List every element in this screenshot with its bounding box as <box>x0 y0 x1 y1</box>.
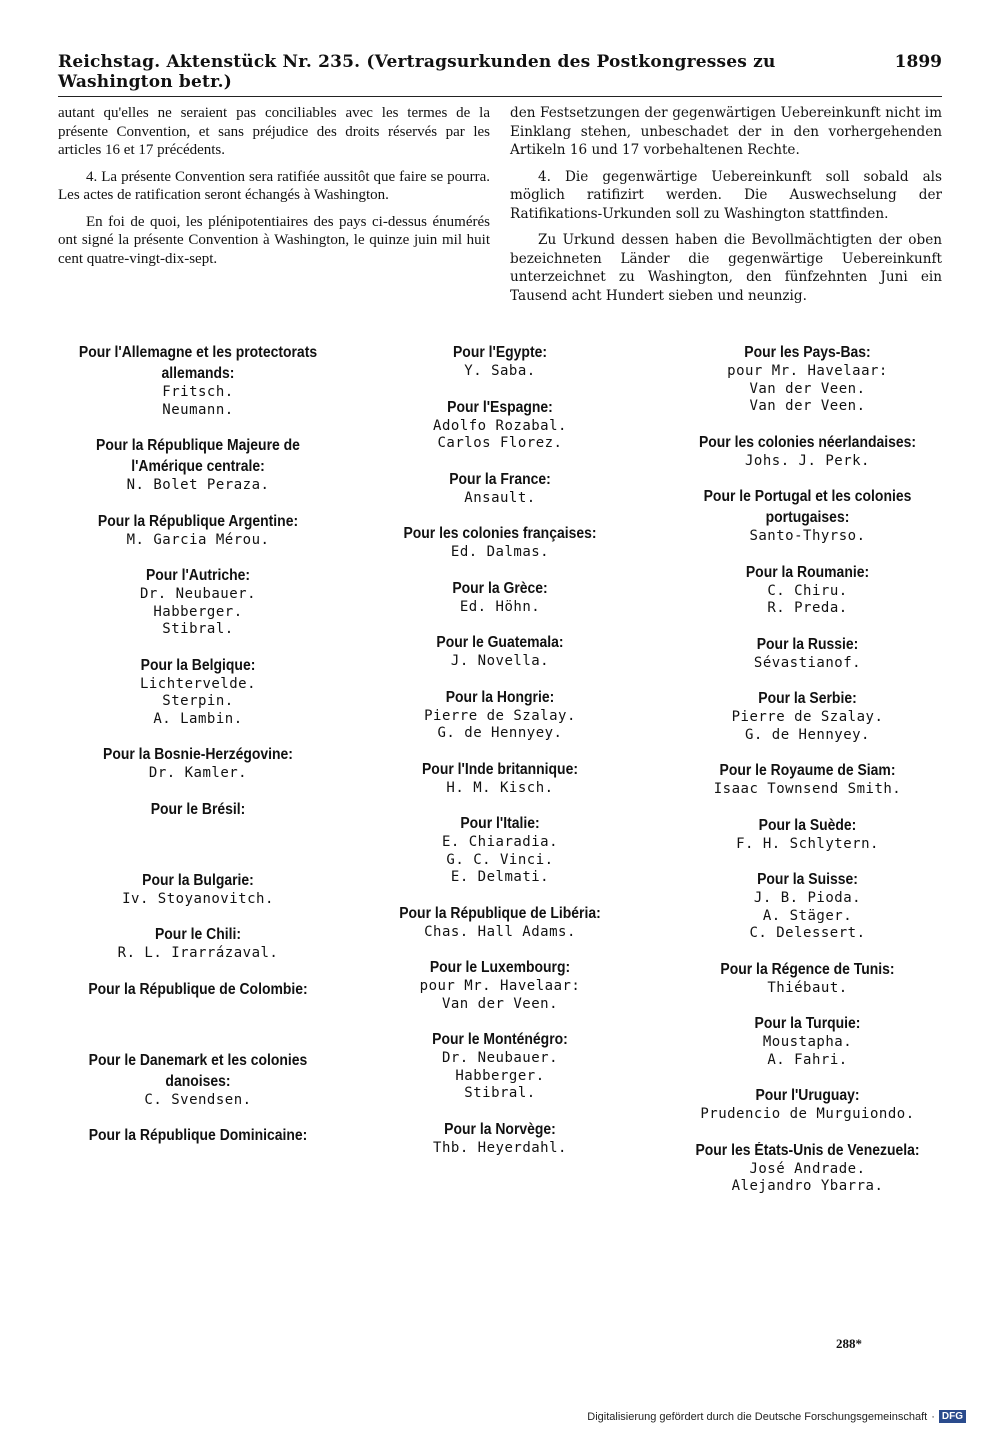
country-heading: Pour le Monténégro: <box>432 1031 568 1048</box>
signatory-name: Isaac Townsend Smith. <box>713 781 902 797</box>
signatory-name: N. Bolet Peraza. <box>126 477 270 493</box>
signatory-name: Neumann. <box>162 401 234 418</box>
signatory-name: A. Stäger. <box>762 907 853 924</box>
country-heading: Pour la Bulgarie: <box>142 871 254 889</box>
signature-block <box>665 432 950 471</box>
signatory-name: R. Preda. <box>767 600 848 616</box>
country-heading: Pour la Russie: <box>756 635 859 653</box>
signatory-name: Ed. Höhn. <box>459 598 541 615</box>
signature-column-2 <box>360 342 640 1173</box>
signature-block <box>665 760 950 799</box>
signatory-name: Pierre de Szalay. <box>731 709 884 725</box>
intro-de-paragraph: Zu Urkund dessen haben die Bevollmächtigten der oben bezeichneten Länder die gegenwärtige Uebereinkunft unterzeichnet zu Washington, den fünfzehnten Juni ein Tausend acht Hundert sieben und neunzig. <box>510 232 942 304</box>
signatory-name: Stibral. <box>162 621 234 637</box>
signatory-name: Van der Veen. <box>441 995 559 1012</box>
country-heading: Pour la République de Libéria: <box>399 904 601 922</box>
signature-block <box>665 959 950 998</box>
intro-german <box>510 104 942 313</box>
signature-block <box>360 578 640 617</box>
country-heading: Pour les colonies néerlandaises: <box>698 433 917 451</box>
signature-block <box>58 870 338 909</box>
signature-block <box>665 1085 950 1124</box>
country-heading: Pour la Régence de Tunis: <box>720 960 895 978</box>
signature-block <box>360 632 640 671</box>
signatory-name: Dr. Kamler. <box>148 765 248 781</box>
signatory-name: C. Chiru. <box>767 582 848 599</box>
signature-block <box>58 435 338 495</box>
country-heading: Pour la Norvège: <box>444 1120 556 1138</box>
signature-block <box>58 342 338 419</box>
country-heading: Pour les colonies françaises: <box>403 525 597 542</box>
country-heading: Pour le Royaume de Siam: <box>719 762 896 779</box>
signatory-name: M. Garcia Mérou. <box>126 531 270 548</box>
signatory-name: pour Mr. Havelaar: <box>727 363 888 379</box>
dfg-logo-icon: DFG <box>939 1410 966 1423</box>
signature-block <box>665 1140 950 1196</box>
signature-block <box>360 759 640 798</box>
signatory-name: Sterpin. <box>162 693 234 709</box>
country-heading: Pour la République Dominicaine: <box>88 1127 308 1144</box>
signature-block <box>360 397 640 453</box>
empty-signature-space <box>58 820 338 854</box>
signatory-name: Dr. Neubauer. <box>139 586 257 602</box>
signatory-name: Van der Veen. <box>749 380 866 397</box>
intro-fr-paragraph: autant qu'elles ne seraient pas conciliables avec les termes de la présente Convention, et sans préjudice des droits réservés par les articles 16 et 17 précédents. <box>58 105 490 158</box>
signature-block <box>360 813 640 887</box>
signature-block <box>58 744 338 783</box>
signatory-name: Iv. Stoyanovitch. <box>122 890 274 907</box>
intro-fr-paragraph: En foi de quoi, les plénipotentiaires des pays ci-dessus énumérés ont signé la présente Convention à Washington, le quinze juin mil huit cent quatre-vingt-dix-sept. <box>58 213 490 267</box>
country-heading: Pour l'Autriche: <box>145 567 251 584</box>
signature-block <box>360 687 640 743</box>
signature-block <box>58 924 338 963</box>
signatory-name: Sévastianof. <box>753 654 862 671</box>
country-heading: Pour la Belgique: <box>140 656 256 674</box>
intro-fr-paragraph: 4. La présente Convention sera ratifiée aussitôt que faire se pourra. Les actes de ratification seront échangés à Washington. <box>58 168 490 203</box>
signatory-name: José Andrade. <box>749 1160 866 1177</box>
country-heading: Pour la Hongrie: <box>445 688 555 706</box>
country-heading: Pour l'Espagne: <box>447 398 553 416</box>
footer-credit <box>587 1410 966 1423</box>
signature-block <box>360 469 640 508</box>
signatory-name: Adolfo Rozabal. <box>433 417 567 434</box>
country-heading: Pour la France: <box>449 470 551 488</box>
footer-separator: · <box>931 1410 935 1423</box>
signatory-name: J. Novella. <box>450 653 550 669</box>
signature-block <box>360 523 640 562</box>
country-heading: Pour la Serbie: <box>758 690 857 707</box>
signatory-name: Van der Veen. <box>749 398 866 414</box>
header-page-number: 1899 <box>894 52 942 72</box>
country-heading: Pour le Brésil: <box>150 800 246 818</box>
signatory-name: A. Lambin. <box>153 710 243 727</box>
signatory-name: Thb. Heyerdahl. <box>433 1139 567 1156</box>
country-heading: Pour la République de Colombie: <box>88 980 308 998</box>
signatory-name: Habberger. <box>153 603 243 620</box>
signature-block <box>58 1050 338 1110</box>
signature-block <box>665 562 950 618</box>
signatory-name: Dr. Neubauer. <box>441 1050 559 1066</box>
signature-block <box>360 342 640 381</box>
signatory-name: Ed. Dalmas. <box>450 544 550 560</box>
signatory-name: Moustapha. <box>762 1034 853 1050</box>
country-heading: Pour le Portugal et les colonies portugaises: <box>703 488 912 526</box>
signatory-name: Santo-Thyrso. <box>749 528 866 544</box>
country-heading: Pour la Turquie: <box>754 1015 861 1032</box>
signature-column-1 <box>58 342 338 1162</box>
signatory-name: C. Delessert. <box>749 925 866 941</box>
signatory-name: H. M. Kisch. <box>446 779 554 796</box>
country-heading: Pour la République Argentine: <box>97 512 299 530</box>
signature-block <box>665 486 950 546</box>
signature-block <box>665 1013 950 1069</box>
country-heading: Pour l'Inde britannique: <box>421 760 578 778</box>
country-heading: Pour le Guatemala: <box>436 634 564 651</box>
signatory-name: E. Chiaradia. <box>441 834 559 850</box>
signatory-name: G. de Hennyey. <box>744 726 870 743</box>
signatory-name: Johs. J. Perk. <box>744 452 870 469</box>
signatory-name: G. de Hennyey. <box>437 725 563 741</box>
country-heading: Pour les États-Unis de Venezuela: <box>695 1141 920 1159</box>
country-heading: Pour la Grèce: <box>452 579 548 597</box>
signatory-name: G. C. Vinci. <box>446 851 554 868</box>
signatory-name: R. L. Irarrázaval. <box>117 945 279 961</box>
country-heading: Pour la Roumanie: <box>745 563 870 581</box>
signatory-name: F. H. Schlytern. <box>736 835 879 852</box>
signatory-name: Ansault. <box>464 489 536 506</box>
signature-block <box>360 1029 640 1103</box>
country-heading: Pour les Pays-Bas: <box>744 344 871 361</box>
country-heading: Pour l'Allemagne et les protectorats allemands: <box>78 344 318 382</box>
signatory-name: E. Delmati. <box>450 869 550 885</box>
signatory-name: Habberger. <box>455 1067 545 1084</box>
signature-block <box>360 903 640 942</box>
signature-block <box>58 1125 338 1146</box>
signature-block <box>58 565 338 639</box>
signatory-name: Lichtervelde. <box>139 675 257 692</box>
signatory-name: Pierre de Szalay. <box>424 707 576 724</box>
empty-signature-space <box>58 1000 338 1034</box>
footer-text: Digitalisierung gefördert durch die Deutsche Forschungsgemeinschaft <box>587 1410 928 1423</box>
signatory-name: Prudencio de Murguiondo. <box>700 1106 915 1122</box>
signatory-name: Stibral. <box>464 1085 536 1101</box>
signature-block <box>58 511 338 550</box>
signatory-name: J. B. Pioda. <box>753 890 862 906</box>
signatory-name: Alejandro Ybarra. <box>731 1178 884 1194</box>
page-header <box>58 52 942 97</box>
signature-block <box>58 979 338 1034</box>
signature-block <box>665 342 950 416</box>
intro-french <box>58 104 490 276</box>
country-heading: Pour la Suisse: <box>757 871 858 888</box>
signatory-name: Carlos Florez. <box>437 435 563 451</box>
signatory-name: Thiébaut. <box>767 979 848 996</box>
country-heading: Pour le Luxembourg: <box>429 959 571 976</box>
country-heading: Pour l'Uruguay: <box>755 1087 860 1104</box>
signatory-name: Fritsch. <box>162 384 234 400</box>
country-heading: Pour la Bosnie-Herzégovine: <box>103 746 293 763</box>
country-heading: Pour l'Egypte: <box>452 344 547 361</box>
signature-block <box>360 957 640 1013</box>
intro-de-paragraph: den Festsetzungen der gegenwärtigen Uebereinkunft nicht im Einklang stehen, unbeschadet der in den vorhergehenden Artikeln 16 und 17 vorbehaltenen Rechte. <box>510 105 942 158</box>
page-marker: 288* <box>836 1336 862 1351</box>
signatory-name: pour Mr. Havelaar: <box>419 978 581 994</box>
country-heading: Pour le Chili: <box>154 926 242 943</box>
country-heading: Pour la République Majeure de l'Amérique centrale: <box>96 437 300 475</box>
signature-block <box>665 815 950 854</box>
signatory-name: C. Svendsen. <box>144 1091 252 1108</box>
signatory-name: Y. Saba. <box>464 363 536 379</box>
signature-block <box>665 869 950 943</box>
signature-block <box>58 655 338 729</box>
signature-block <box>665 634 950 673</box>
country-heading: Pour la Suède: <box>758 816 857 834</box>
header-title: Reichstag. Aktenstück Nr. 235. (Vertragsurkunden des Postkongresses zu Washington betr.) <box>58 52 776 92</box>
intro-de-paragraph: 4. Die gegenwärtige Uebereinkunft soll sobald als möglich ratifizirt werden. Die Auswechselung der Ratifikations-Urkunden soll zu Washington stattfinden. <box>510 168 942 222</box>
signatory-name: Chas. Hall Adams. <box>424 923 576 940</box>
signature-block <box>360 1119 640 1158</box>
country-heading: Pour l'Italie: <box>460 815 540 832</box>
signature-block <box>665 688 950 744</box>
country-heading: Pour le Danemark et les colonies danoises: <box>88 1051 308 1090</box>
signature-block <box>58 799 338 854</box>
signatory-name: A. Fahri. <box>767 1051 848 1068</box>
signature-column-3 <box>665 342 950 1212</box>
